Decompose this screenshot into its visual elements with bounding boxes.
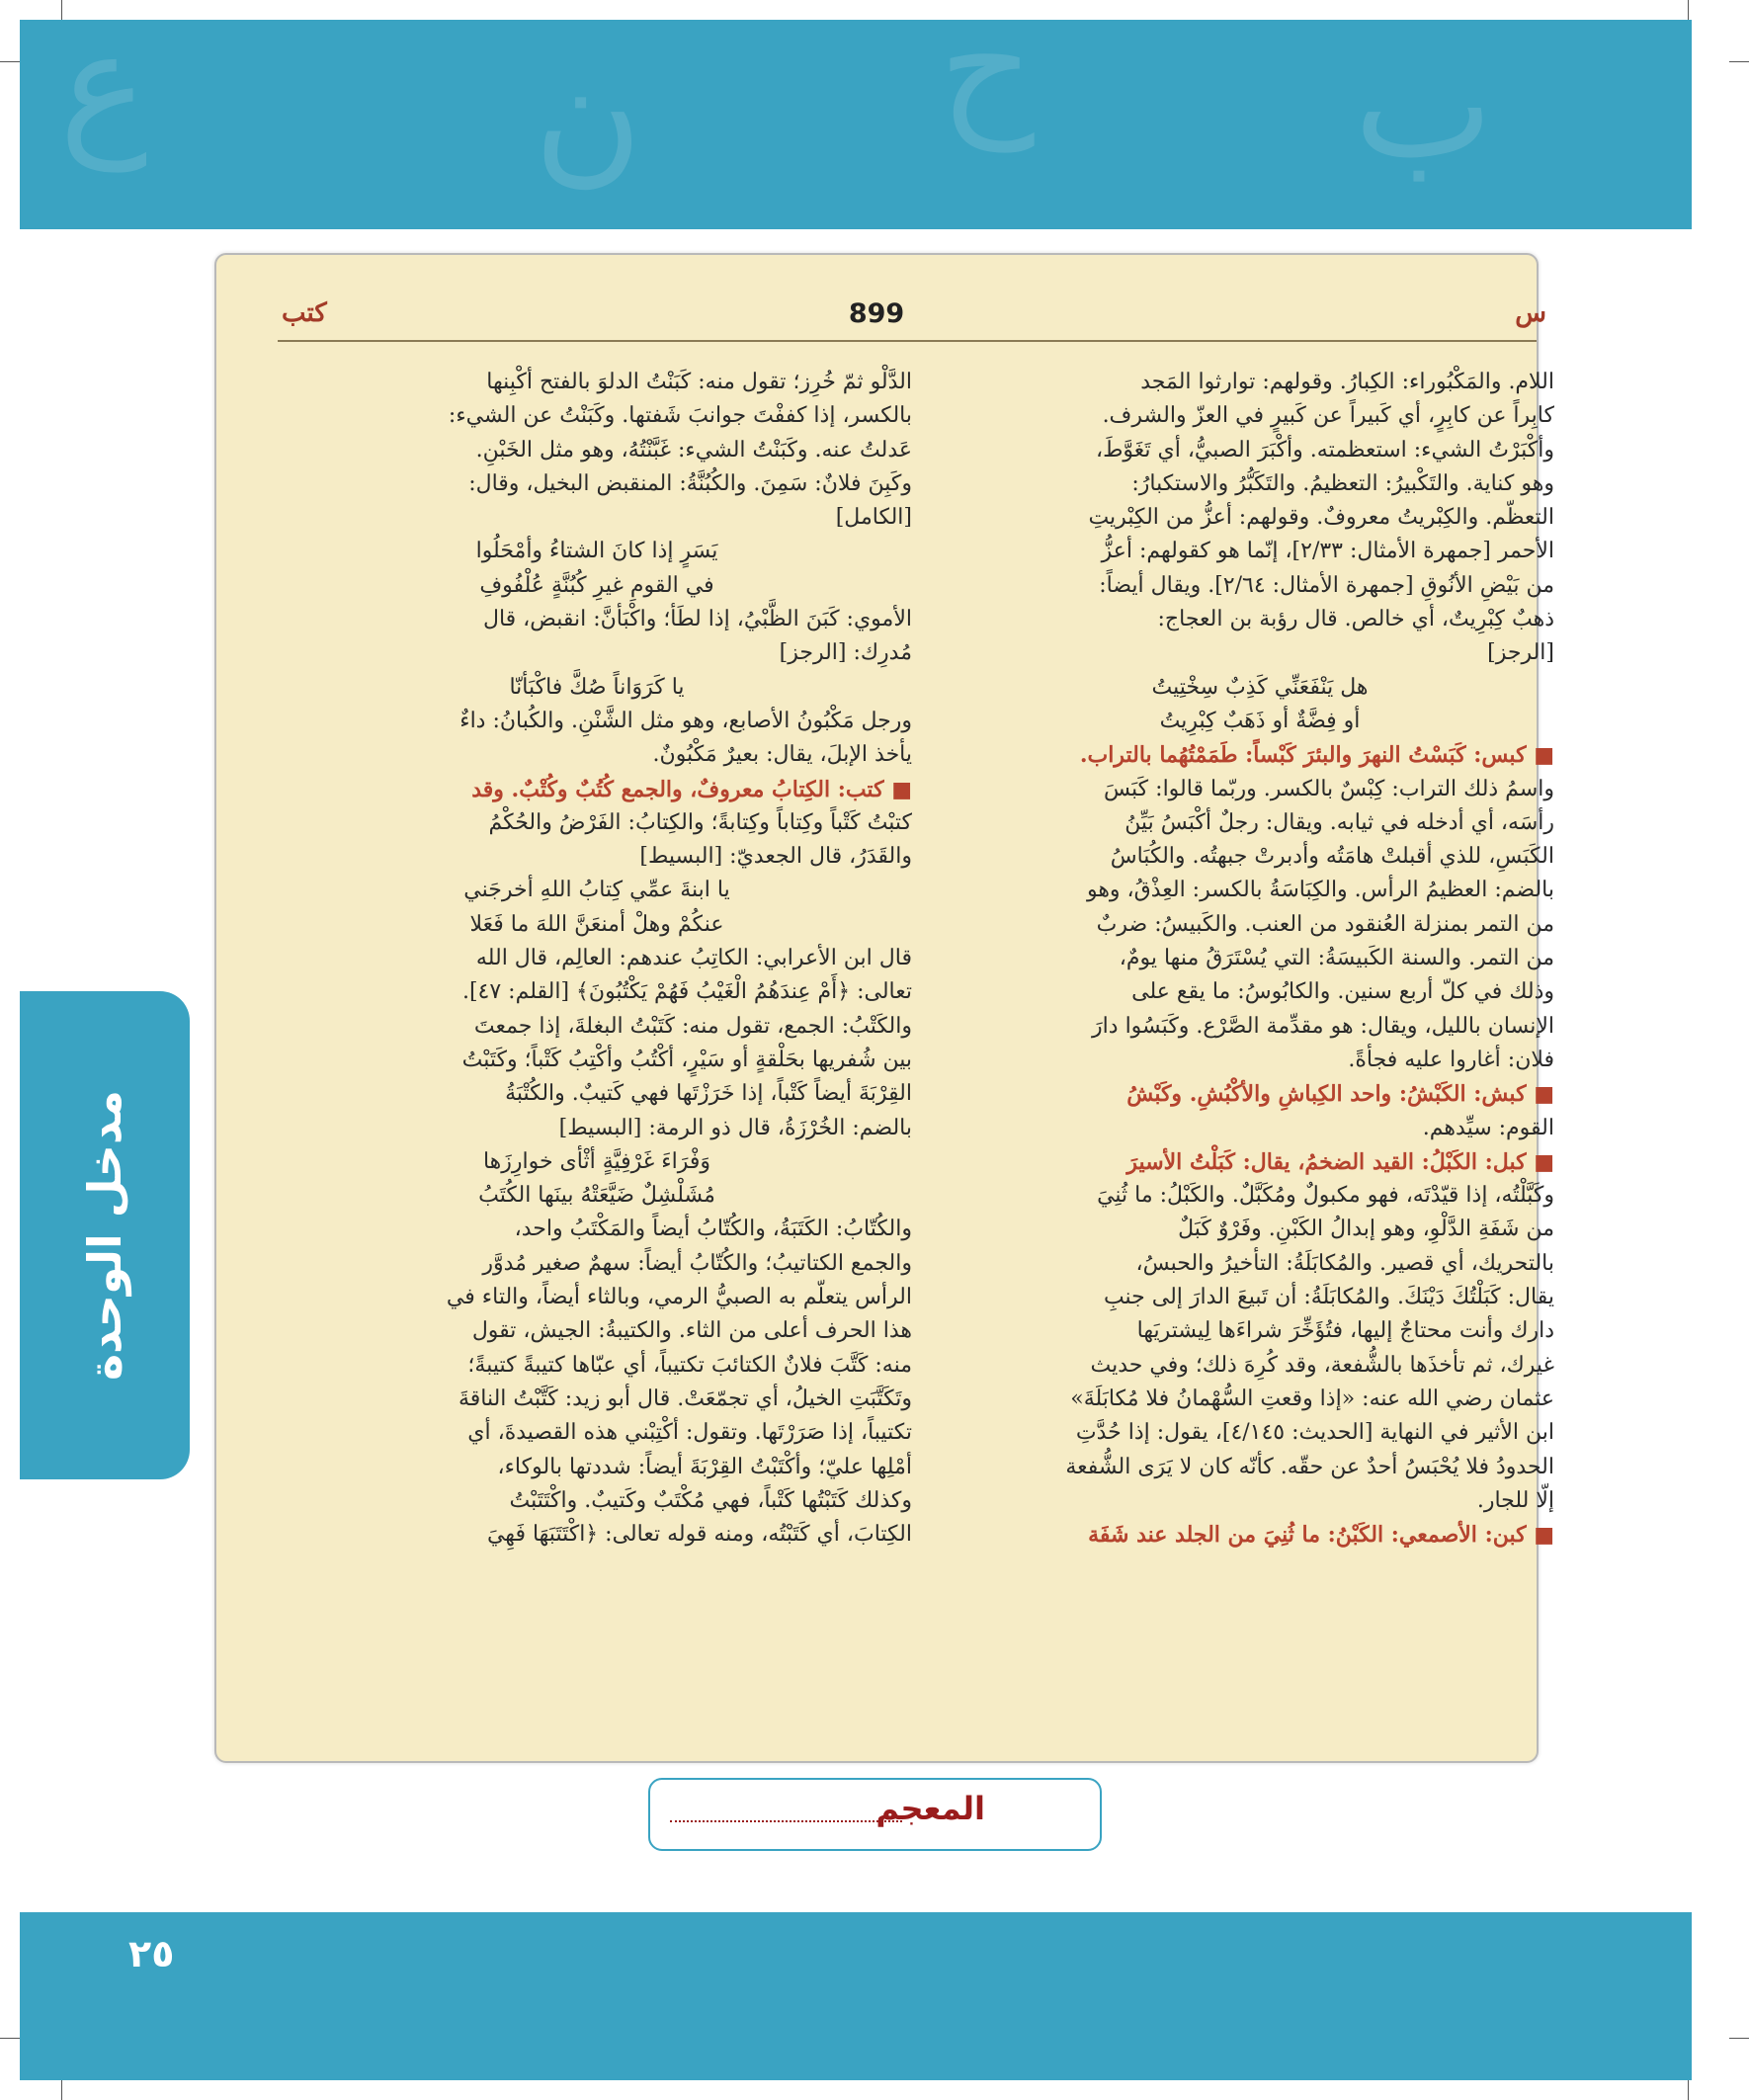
dict-line: وكَبِنَ فلانٌ: سَمِنَ. والكُبُنَّةُ: المنقبض البخيل، وقال: xyxy=(468,470,912,496)
dict-line: بالكسر، إذا كففْتَ جوانبَ شَفتها. وكَبَنْتُ عن الشيء: xyxy=(448,403,912,429)
dict-line: وكَبَّلْتُه، إذا قيّدْتَه، فهو مكبولٌ ومُكَبَّلٌ. والكَبْلُ: ما ثُنِيَ xyxy=(1097,1183,1554,1209)
dict-line: إلّا للجار. xyxy=(1476,1487,1554,1513)
dict-line: بالتحريك، أي قصير. والمُكابَلَةُ: التأخيرُ والحبسُ، xyxy=(1135,1250,1554,1276)
poem-line: في القومِ غيرِ كُبُنَّةٍ عُلْفُوفِ xyxy=(479,572,714,598)
dict-line: القِرْبَةَ أيضاً كَتْباً، إذا خَرَزْتَها فهي كَتيبٌ. والكُتْبَةُ xyxy=(505,1081,912,1107)
dictionary-page-number: 899 xyxy=(848,298,905,329)
crop-mark xyxy=(0,2038,20,2039)
top-decorative-band xyxy=(20,0,1692,229)
dict-line: رأسَه، أي أدخله في ثيابه. ويقال: رجلٌ أكْبَسُ بَيِّنُ xyxy=(1124,809,1554,835)
calligraphy-decoration: ح xyxy=(939,0,1035,152)
dict-line: قال ابن الأعرابي: الكاتِبُ عندهم: العالِم، قال الله xyxy=(475,946,912,971)
dict-line: من التمر بمنزلة العُنقود من العنب. والكَبيسُ: ضربٌ xyxy=(1096,911,1554,937)
dict-line: تعالى: ﴿أَمْ عِندَهُمُ الْغَيْبُ فَهُمْ يَكْتُبُونَ﴾ [القلم: ٤٧]. xyxy=(461,979,912,1005)
dict-line: يأخذ الإبلَ، يقال: بعيرٌ مَكْبُونٌ. xyxy=(652,742,912,768)
dict-line: ورجل مَكْبُونُ الأصابع، وهو مثل الشَّنْنِ. والكُبانُ: داءٌ xyxy=(459,708,912,733)
dict-line: [الرجز] xyxy=(1487,640,1554,666)
calligraphy-decoration: ن xyxy=(534,30,643,202)
dict-line: عَدلتُ عنه. وكَبَنْتُ الشيء: غَبَّنْتُهُ، وهو مثل الخَبْنِ. xyxy=(475,437,912,462)
crop-mark xyxy=(1688,2080,1689,2100)
dict-line: غيرك، ثم تأخذَها بالشُّفعة، وقد كُرِهَ ذلك؛ وفي حديث xyxy=(1090,1352,1554,1378)
dict-line: ابن الأثير في النهاية [الحديث: ٤/١٤٥]، يقول: إذا حُدَّتِ xyxy=(1075,1420,1554,1446)
dictionary-left-column xyxy=(282,366,912,1552)
dict-line: مُدرِك: [الرجز] xyxy=(779,640,912,666)
dict-line: الرأس يتعلّم به الصبيُّ الرمي، وبالثاء أيضاً، والتاء في xyxy=(446,1285,912,1310)
bottom-decorative-band xyxy=(20,1912,1692,2080)
dict-line: والقَدَرُ، قال الجعديّ: [البسيط] xyxy=(639,844,912,870)
header-rule xyxy=(278,340,1537,342)
crop-mark xyxy=(0,61,20,62)
poem-line: يا ابنةَ عمِّي كِتابُ اللهِ أخرجَني xyxy=(463,878,730,903)
dict-line: والكُتّابُ: الكَتَبَةُ، والكُتّابُ أيضاً والمَكْتَبُ واحد، xyxy=(514,1217,912,1242)
dict-line: وهو كناية. والتَكْبيرُ: التعظيمُ. والتَكَبُّرُ والاستكبارُ: xyxy=(1131,470,1554,496)
dict-line: عثمان رضي الله عنه: «إذا وقعتِ السُّهْمانُ فلا مُكابَلَةَ» xyxy=(1070,1386,1554,1411)
dict-line: [الكامل] xyxy=(835,505,912,531)
poem-line: أو فِضَّةٌ أو ذَهَبٌ كِبْرِيتُ xyxy=(1159,708,1361,733)
dict-line: كابِراً عن كابِرٍ، أي كَبيراً عن كَبيرٍ في العزّ والشرف. xyxy=(1102,403,1554,429)
dictionary-header-left: كتب xyxy=(282,298,327,328)
dict-line: بين شُفريها بحَلْقةٍ أو سَيْرٍ، أكْتُبُ وأكْتِبُ كَتْباً؛ وكَتَبْتُ xyxy=(461,1047,912,1072)
poem-line: هل يَنْفَعَنِّي كَذِبٌ سِخْتِيتُ xyxy=(1151,674,1369,700)
dict-line: بالضم: العظيمُ الرأس. والكِبَاسَةُ بالكسر: العِذْقُ، وهو xyxy=(1086,878,1554,903)
dict-line: من شَفَةِ الدَّلْوِ، وهو إبدالُ الكَبْنِ. وفَرْوٌ كَبَلٌ xyxy=(1178,1217,1554,1242)
dict-line: الأموي: كَبَنَ الظَّبْيُ، إذا لطَأ؛ واكْبَأنَّ: انقبض، قال xyxy=(482,607,912,632)
poem-line: يا كَرَوَاناً صُكَّ فاكْبَأنّا xyxy=(509,674,685,700)
crop-mark xyxy=(1729,61,1749,62)
poem-line: مُشَلْشِلٌ ضَيَّعَتْهُ بينَها الكُتَبُ xyxy=(478,1183,715,1209)
dict-line: أمْلِها عليّ؛ وأكْتَبْتُ القِرْبَةَ أيضاً: شددتها بالوكاء، xyxy=(497,1454,912,1479)
dict-line: الأحمر [جمهرة الأمثال: ٢/٣٣]، إنّما هو كقولهم: أعزُّ xyxy=(1101,539,1554,564)
dict-line: الدَّلْو ثمّ خُرِز؛ تقول منه: كَبَنْتُ الدلوَ بالفتح أكْبِنها xyxy=(486,370,912,394)
dict-line: فلان: أغاروا عليه فجأةً. xyxy=(1348,1047,1554,1072)
crop-mark xyxy=(1688,0,1689,20)
dict-line: واسمُ ذلك التراب: كِبْسٌ بالكسر. وربّما قالوا: كَبَسَ xyxy=(1104,776,1554,801)
dict-line: ذهبٌ كِبْرِيتٌ، أي خالص. قال رؤبة بن العجاج: xyxy=(1157,607,1554,632)
dict-line: التعظّم. والكِبْريتُ معروفٌ. وقولهم: أعزُّ من الكِبْريتِ xyxy=(1088,505,1554,531)
poem-line: عنكُمْ وهلْ أمنعَنَّ اللهَ ما فَعَلا xyxy=(469,911,724,937)
entry-head-line: ■ كتب: الكِتابُ معروفٌ، والجمع كُتُبٌ وكُتْبٌ. وقد xyxy=(471,776,912,802)
entry-head-line: ■ كبل: الكَبْلُ: القيد الضخمُ، يقال: كَبَلْتُ الأسيرَ xyxy=(1126,1148,1554,1175)
entry-head-line: ■ كبش: الكَبْشُ: واحد الكِباشِ والأكْبُشِ. وكَبْشُ xyxy=(1126,1081,1554,1108)
dict-line: منه: كَتَّبَ فلانٌ الكتائبَ تكتيباً، أي عبّاها كتيبةً كتيبةً؛ xyxy=(467,1352,912,1378)
calligraphy-decoration: ب xyxy=(1354,20,1494,192)
caption-text: المعجم xyxy=(875,1790,985,1827)
crop-mark xyxy=(61,2080,62,2100)
unit-label: مدخل الوحدة xyxy=(78,1089,131,1382)
caption-box xyxy=(648,1778,1102,1851)
dictionary-header-right: س xyxy=(1515,298,1546,328)
dict-line: من التمر. والسنة الكَبيسَةُ: التي يُسْتَرَقُ منها يومٌ، xyxy=(1119,946,1554,971)
poem-line: وَفْرَاءَ غَرْفِيَّةٍ أثْأى خوارِزَها xyxy=(482,1148,711,1174)
dict-line: دارك وأنت محتاجٌ إليها، فتُؤَخِّرَ شراءَها لِيشتريَها xyxy=(1136,1318,1554,1344)
entry-head-line: ■ كبس: كَبَسْتُ النهرَ والبئرَ كَبْساً: طَمَمْتُهُما بالتراب. xyxy=(1079,742,1554,769)
dictionary-page-image xyxy=(214,253,1554,1763)
dict-line: والجمع الكتاتيبُ؛ والكُتّابُ أيضاً: سهمٌ صغير مُدوَّر xyxy=(482,1250,912,1276)
dict-line: وتَكَتَّبَتِ الخيلُ، أي تجمّعَتْ. قال أبو زيد: كَتَّبْتُ الناقةَ xyxy=(458,1386,912,1411)
dict-line: كتبْتُ كَتْباً وكِتاباً وكِتابةً؛ والكِتابُ: الفَرْضُ والحُكْمُ xyxy=(488,809,912,835)
dict-line: الإنسان بالليل، ويقال: هو مقدِّمة الصَّرْع. وكَبَسُوا دارَ xyxy=(1092,1013,1554,1039)
entry-head-line: ■ كبن: الأصمعي: الكَبْنُ: ما ثُنِيَ من الجلد عند شَفَة xyxy=(1088,1522,1554,1549)
dict-line: تكتيباً، إذا صَرَرْتَها. وتقول: أكْتِبْني هذه القصيدةَ، أي xyxy=(467,1420,912,1446)
dict-line: الكِتابَ، أي كَتَبْتُه، ومنه قوله تعالى: ﴿اكْتَتَبَهَا فَهِيَ xyxy=(486,1522,912,1548)
dict-line: وذلك في كلّ أربع سنين. والكابُوسُ: ما يقع على xyxy=(1131,979,1554,1005)
unit-side-tab xyxy=(20,991,190,1479)
dict-line: الحدودُ فلا يُحْبَسُ أحدٌ عن حقّه. كأنّه كان لا يَرَى الشُّفعة xyxy=(1065,1454,1554,1479)
page-number: ٢٥ xyxy=(128,1932,175,1975)
dict-line: والكَتْبُ: الجمع، تقول منه: كَتَبْتُ البغلةَ، إذا جمعتَ xyxy=(473,1013,912,1039)
caption-dotted-line xyxy=(670,1820,902,1822)
dict-line: القوم: سيِّدهم. xyxy=(1422,1115,1554,1140)
dict-line: وكذلك كَتَبْتُها كَتْباً، فهي مُكْتَبٌ وكَتيبٌ. واكْتَتَبْتُ xyxy=(509,1487,912,1513)
dict-line: من بَيْضِ الأنُوقِ [جمهرة الأمثال: ٢/٦٤]. ويقال أيضاً: xyxy=(1099,572,1554,598)
dictionary-right-column xyxy=(965,366,1554,1552)
crop-mark xyxy=(1729,2038,1749,2039)
dict-line: اللام. والمَكْبُوراء: الكِبارُ. وقولهم: توارثوا المَجد xyxy=(1140,370,1554,394)
poem-line: يَسَرٍ إذا كانَ الشتاءُ وأمْحَلُوا xyxy=(475,539,718,564)
dict-line: هذا الحرف أعلى من الثاء. والكتيبةُ: الجيش، تقول xyxy=(471,1318,912,1344)
dict-line: بالضم: الخُرْزَةُ، قال ذو الرمة: [البسيط] xyxy=(558,1115,912,1140)
dict-line: وأكْبَرْتُ الشيء: استعظمته. وأكْبَرَ الصبيُّ، أي تَغَوَّطَ، xyxy=(1095,437,1554,462)
dict-line: الكَبَسِ، للذي أقبلتْ هامَتُه وأدبرتْ جبهتُه. والكُبَاسُ xyxy=(1110,844,1554,870)
dict-line: يقال: كَبَلْتُكَ دَيْنَكَ. والمُكابَلَةُ: أن تَبيعَ الدارَ إلى جنبِ xyxy=(1103,1285,1554,1310)
calligraphy-decoration: ع xyxy=(59,0,148,172)
